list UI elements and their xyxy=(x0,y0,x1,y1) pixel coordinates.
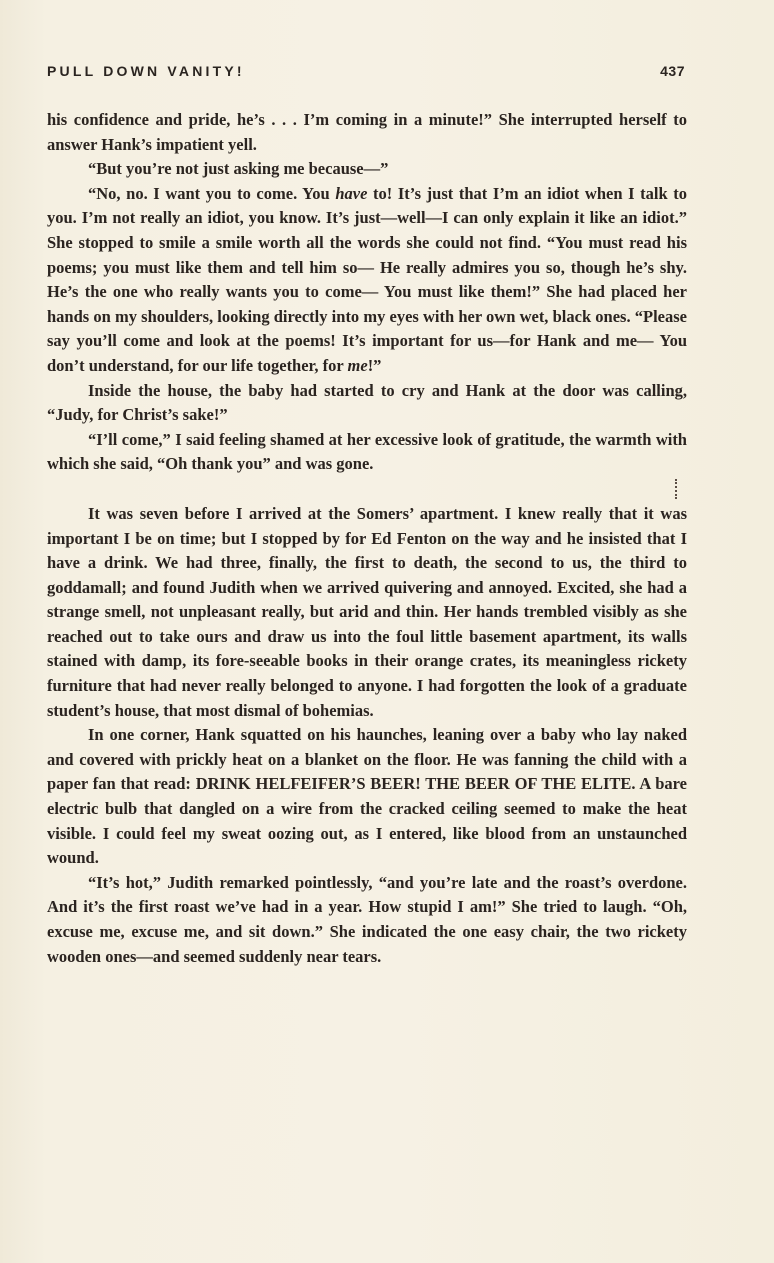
paragraph-3: “No, no. I want you to come. You have to! It’s just that I’m an idiot when I talk to you. I’m not really an idiot, you know. It’s just—well—I can only explain it like an idiot.” She stopped to smile a smile worth all the words she could not find. “You must read his poems; you must like them and tell him so— He really admires you so, though he’s shy. He’s the one who really wants you to come— You must like them!” She had placed her hands on my shoulders, looking directly into my eyes with her own wet, black ones. “Please say you’ll come and look at the poems! It’s important for us—for Hank and me— You don’t understand, for our life together, for me!” xyxy=(47,183,687,375)
page-header xyxy=(47,63,685,83)
paragraph-5: “I’ll come,” I said feeling shamed at her excessive look of gratitude, the warmth with which she said, “Oh thank you” and was gone. xyxy=(47,429,687,474)
section-break-mark xyxy=(675,479,679,499)
emphasis-me: me xyxy=(347,355,368,375)
paragraph-7: In one corner, Hank squatted on his haunches, leaning over a baby who lay naked and covered with prickly heat on a blanket on the floor. He was fanning the child with a paper fan that read: DRINK HELFEIFER’S BEER! THE BEER OF THE ELITE. A bare electric bulb that dangled on a wire from the cracked ceiling seemed to make the heat visible. I could feel my sweat oozing out, as I entered, like blood from an unstaunched wound. xyxy=(47,725,687,868)
paragraph-1: his confidence and pride, he’s . . . I’m coming in a minute!” She interrupted herself to answer Hank’s impatient yell. xyxy=(47,110,687,154)
running-head: PULL DOWN VANITY! xyxy=(47,63,245,79)
section-break xyxy=(47,477,687,502)
paragraph-4: Inside the house, the baby had started to cry and Hank at the door was calling, “Judy, for Christ’s sake!” xyxy=(47,380,687,425)
paragraph-2: “But you’re not just asking me because—” xyxy=(88,159,389,179)
body-text xyxy=(47,108,687,969)
emphasis-have: have xyxy=(335,183,368,203)
paragraph-8: “It’s hot,” Judith remarked pointlessly, “and you’re late and the roast’s overdone. And it’s the first roast we’ve had in a year. How stupid I am!” She tried to laugh. “Oh, excuse me, excuse me, and sit down.” She indicated the one easy chair, the two rickety wooden ones—and seemed suddenly near tears. xyxy=(47,872,687,966)
paragraph-6: It was seven before I arrived at the Somers’ apartment. I knew really that it was important I be on time; but I stopped by for Ed Fenton on the way and he insisted that I have a drink. We had three, finally, the first to death, the second to us, the third to goddamall; and found Judith when we arrived quivering and annoyed. Excited, she had a strange smell, not unpleasant really, but arid and thin. Her hands trembled visibly as she reached out to take ours and draw us into the foul little basement apartment, its walls stained with damp, its fore-seeable books in their orange crates, its meaningless rickety furniture that had never really belonged to anyone. I had forgotten the look of a graduate student’s house, that most dismal of bohemias. xyxy=(47,503,687,720)
page-number: 437 xyxy=(660,63,685,79)
